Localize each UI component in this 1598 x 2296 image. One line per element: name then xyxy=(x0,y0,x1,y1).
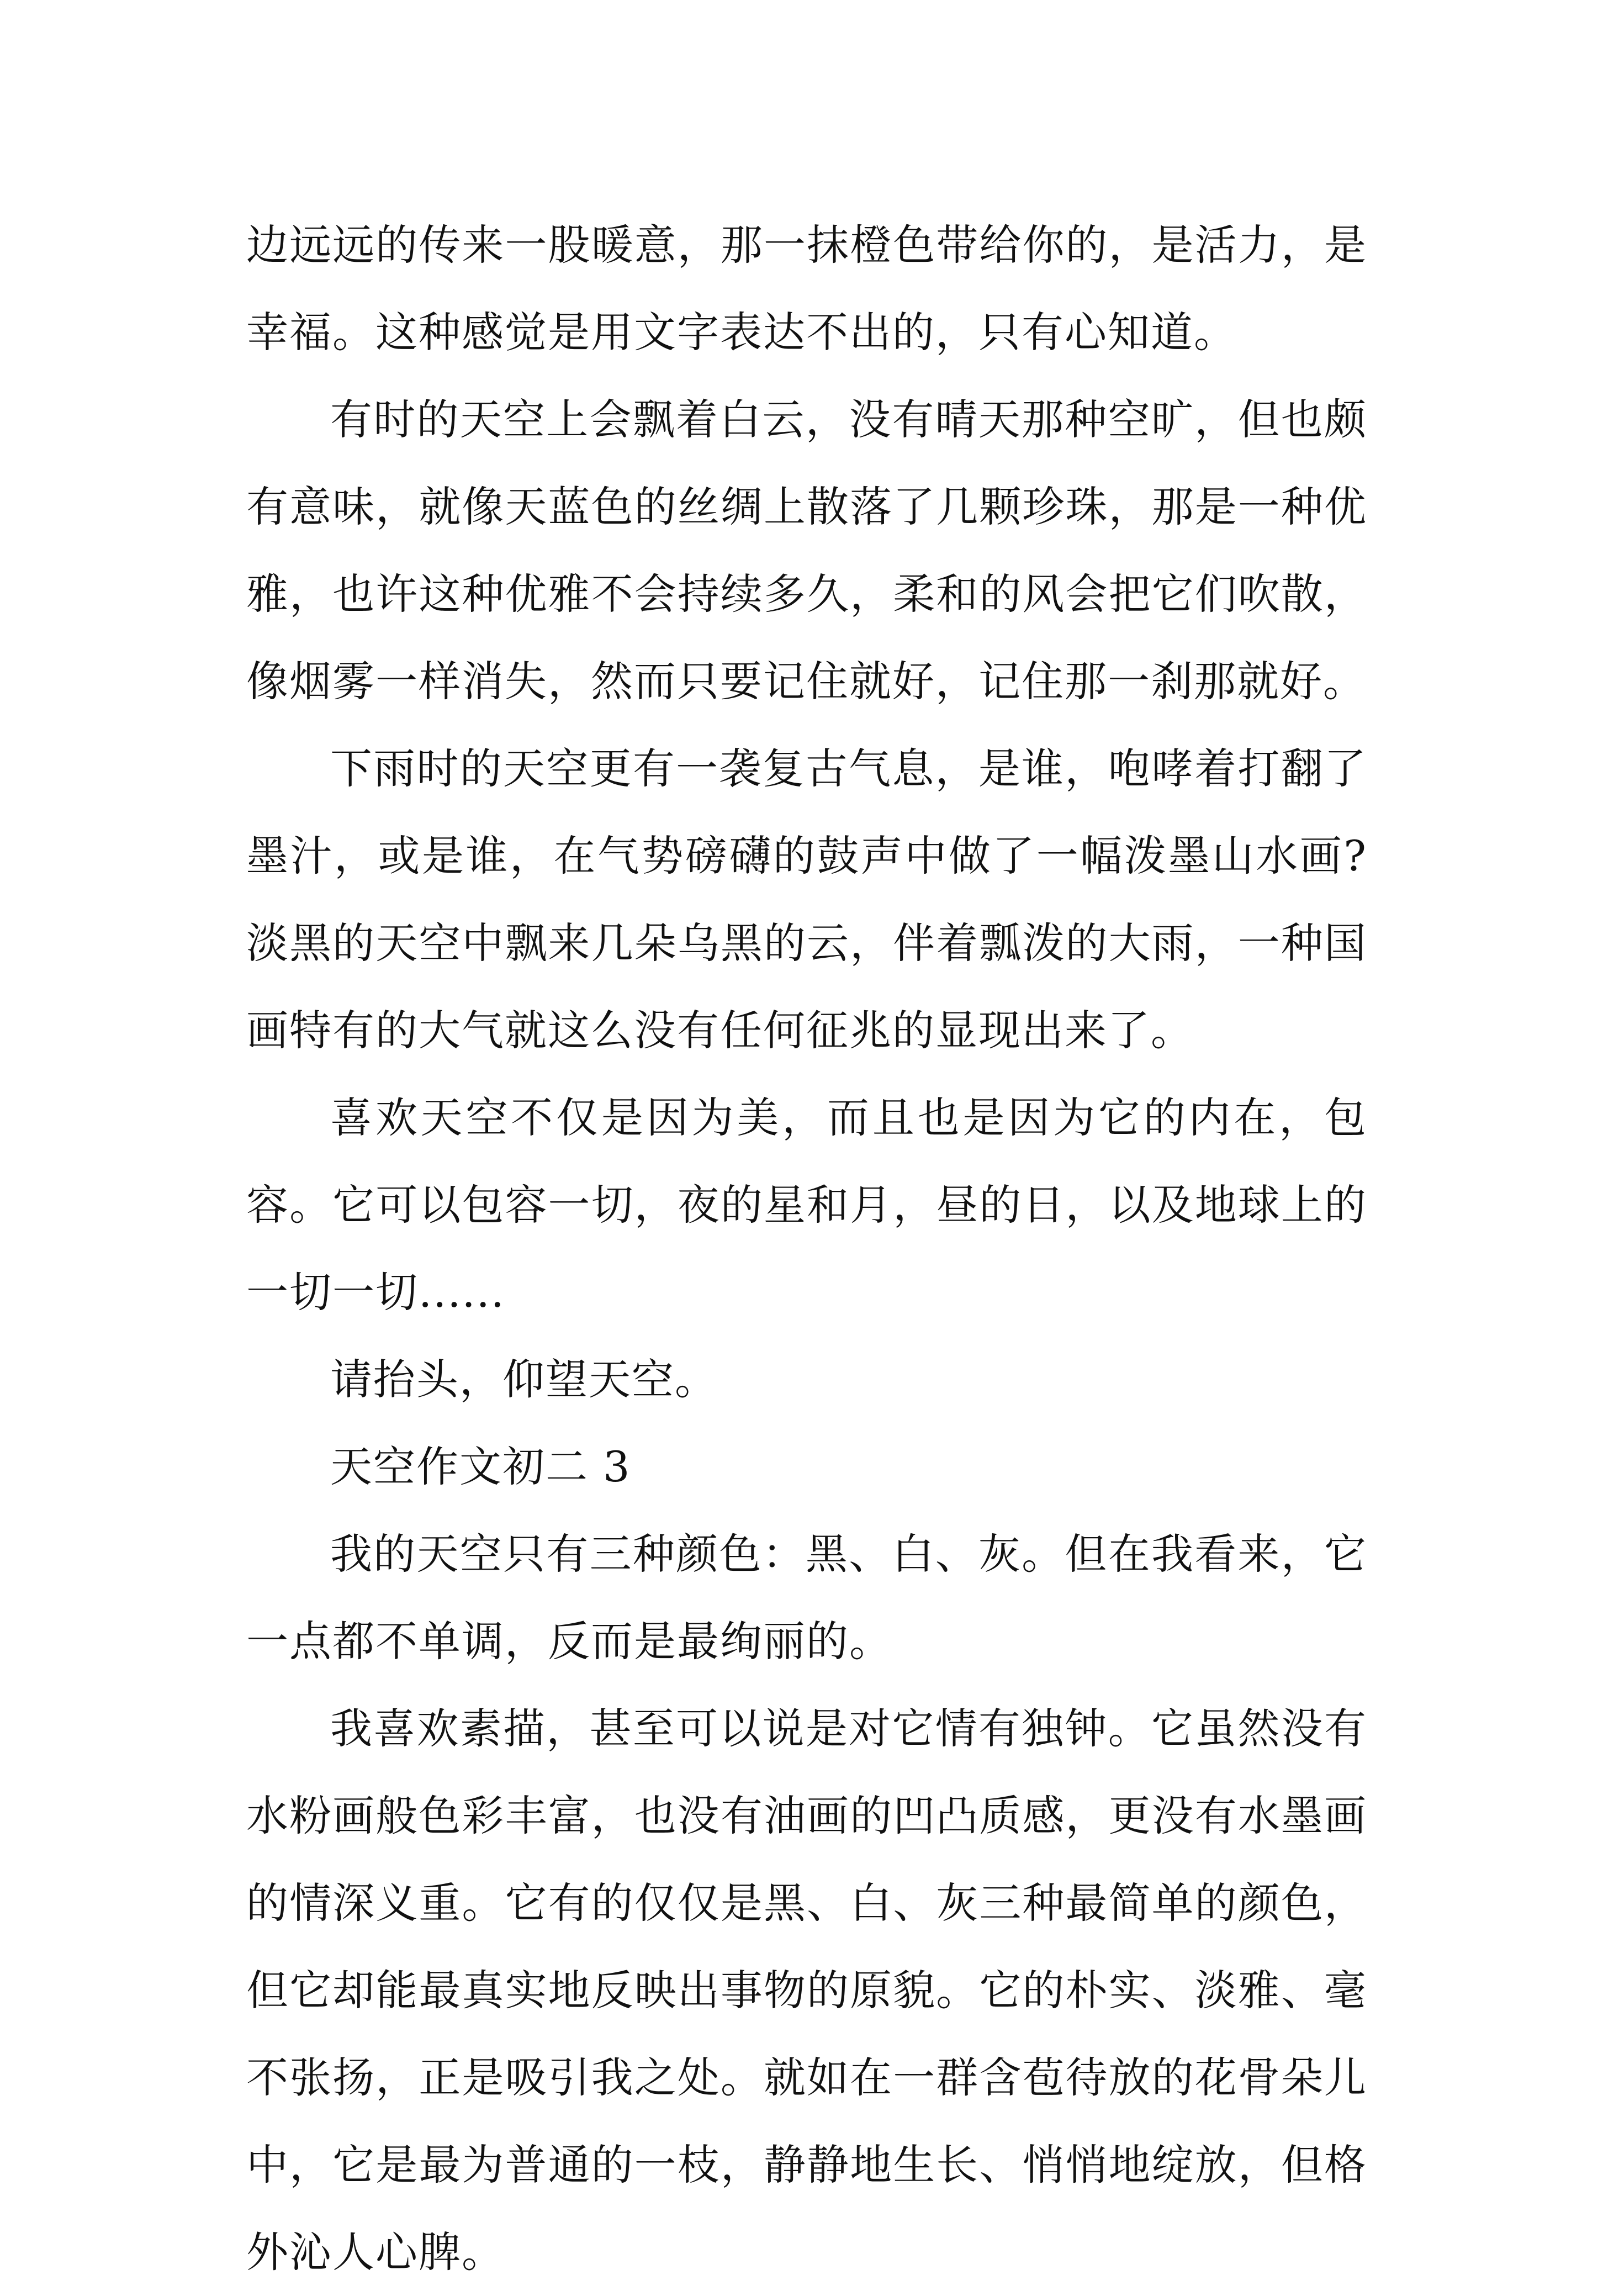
paragraph-white-clouds: 有时的天空上会飘着白云，没有晴天那种空旷，但也颇有意味，就像天蓝色的丝绸上散落了几颗珍珠，那是一种优雅，也许这种优雅不会持续多久，柔和的风会把它们吹散，像烟雾一样消失，然而只要记住就好，记住那一刹那就好。 xyxy=(246,395,1367,706)
paragraph-three-colors: 我的天空只有三种颜色：黑、白、灰。但在我看来，它一点都不单调，反而是最绚丽的。 xyxy=(246,1529,1367,1666)
section-heading: 天空作文初二 3 xyxy=(330,1442,631,1491)
paragraph-sky-tolerance: 喜欢天空不仅是因为美，而且也是因为它的内在，包容。它可以包容一切，夜的星和月，昼的日，以及地球上的一切一切...... xyxy=(246,1093,1367,1317)
paragraph-rainy-sky: 下雨时的天空更有一袭复古气息，是谁，咆哮着打翻了墨汁，或是谁，在气势磅礴的鼓声中做了一幅泼墨山水画?淡黑的天空中飘来几朵乌黑的云，伴着瓢泼的大雨，一种国画特有的大气就这么没有任何征兆的显现出来了。 xyxy=(246,744,1367,1055)
paragraph-sketching: 我喜欢素描，甚至可以说是对它情有独钟。它虽然没有水粉画般色彩丰富，也没有油画的凹凸质感，更没有水墨画的情深义重。它有的仅仅是黑、白、灰三种最简单的颜色，但它却能最真实地反映出事物的原貌。它的朴实、淡雅、毫不张扬，正是吸引我之处。就如在一群含苞待放的花骨朵儿中，它是最为普通的一枝，静静地生长、悄悄地绽放，但格外沁人心脾。 xyxy=(246,1704,1367,2277)
document-body xyxy=(246,202,1367,2296)
paragraph-look-up: 请抬头，仰望天空。 xyxy=(330,1355,718,1404)
paragraph-continuation: 边远远的传来一股暖意，那一抹橙色带给你的，是活力，是幸福。这种感觉是用文字表达不出的，只有心知道。 xyxy=(246,220,1367,357)
